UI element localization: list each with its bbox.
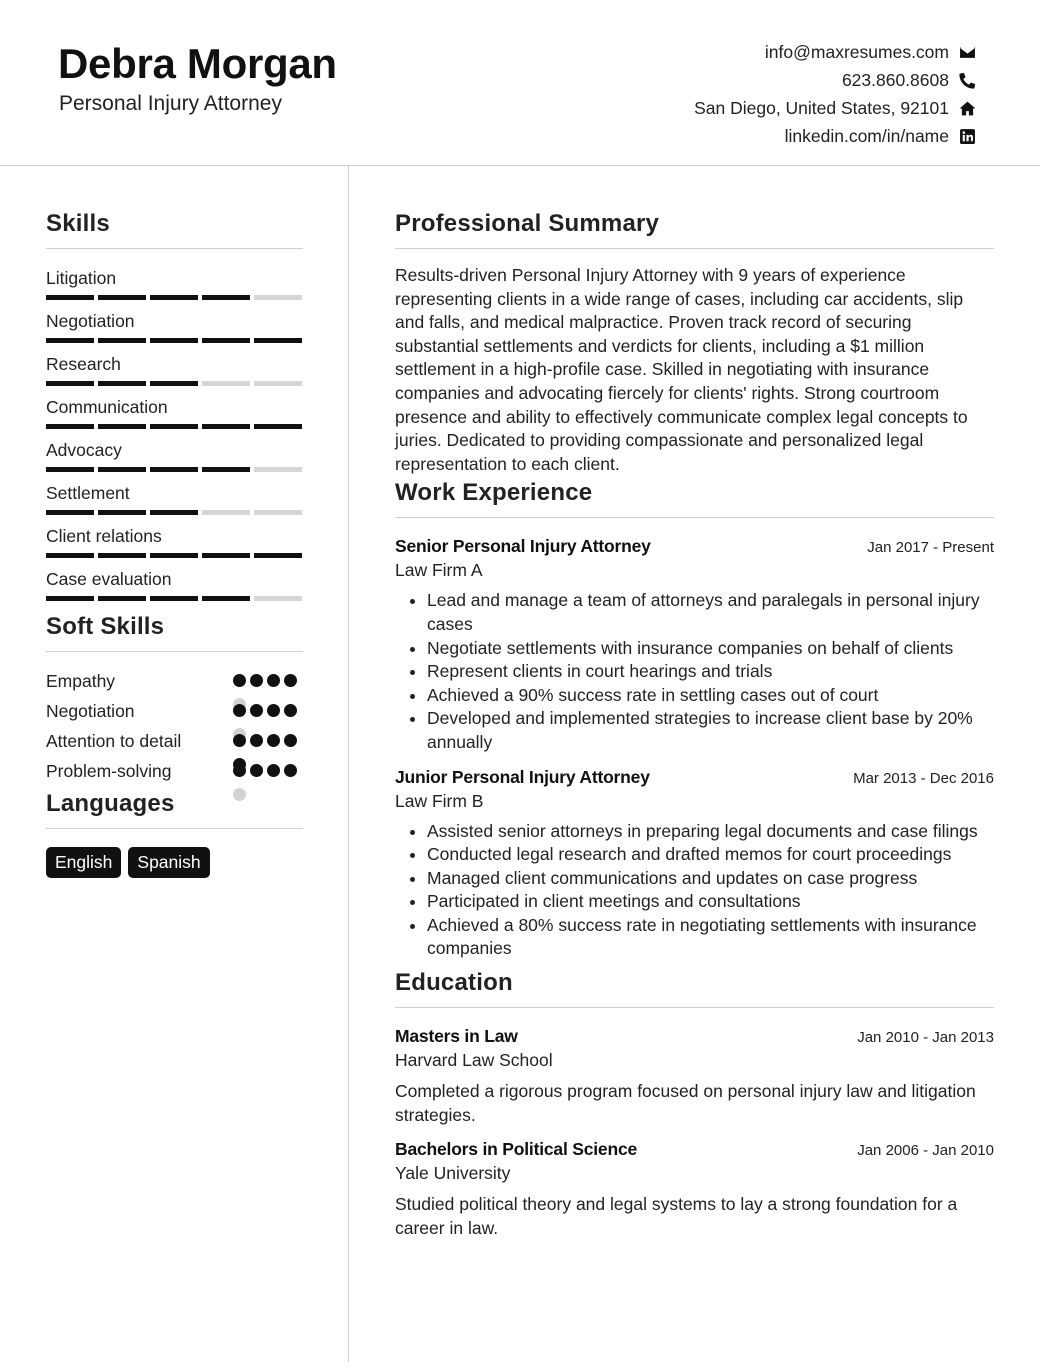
job-bullet: • Assisted senior attorneys in preparing legal documents and case filings [427,820,994,844]
skill-level-segment [254,338,302,343]
skill-level-bar [46,596,303,601]
candidate-name: Debra Morgan [58,40,337,87]
skill-level-bar [46,467,303,472]
job-title: Junior Personal Injury Attorney [395,766,650,787]
job-bullet: • Represent clients in court hearings and trials [427,660,994,684]
skill-level-segment [202,553,250,558]
education-date: Jan 2006 - Jan 2010 [857,1142,994,1160]
skill-item [46,482,303,525]
skill-level-bar [46,510,303,515]
skill-level-segment [202,338,250,343]
skill-level-segment [98,424,146,429]
degree-title: Masters in Law [395,1026,518,1047]
rating-dot [250,674,263,687]
summary-text: Results-driven Personal Injury Attorney with 9 years of experience representing clients in a wide range of cases, including car accidents, slip and falls, and medical malpractice. Proven track record of securing substantial settlements and verdicts for clients, including a $1 million settlement in a high-profile case. Skilled in negotiating with insurance companies and advocating fiercely for clients' rights. Strong courtroom presence and ability to effectively communicate complex legal concepts to juries. Dedicated to providing compassionate and personalized legal representation to each client. [395,265,968,474]
soft-skill-item [46,730,303,753]
contact-address [694,94,976,122]
skill-level-segment [150,553,198,558]
job-bullet: • Achieved a 80% success rate in negotiating settlements with insurance companies [427,914,994,961]
skill-level-segment [98,510,146,515]
languages-title: Languages [46,790,303,829]
skill-name: Advocacy [46,440,122,460]
job-bullet: • Lead and manage a team of attorneys and paralegals in personal injury cases [427,589,994,636]
skill-level-segment [150,467,198,472]
skill-level-segment [254,553,302,558]
skills-list [46,267,303,611]
school-name: Harvard Law School [395,1050,553,1071]
column-divider [348,166,349,1362]
job-entry [395,767,994,962]
job-entry [395,536,994,754]
education-date: Jan 2010 - Jan 2013 [857,1029,994,1047]
rating-dot [284,734,297,747]
skill-level-segment [98,467,146,472]
skill-item [46,525,303,568]
skill-level-segment [46,510,94,515]
skill-name: Client relations [46,526,162,546]
skill-level-segment [202,596,250,601]
job-bullet: • Conducted legal research and drafted memos for court proceedings [427,843,994,867]
skill-item [46,439,303,482]
education-description: Completed a rigorous program focused on personal injury law and litigation strategies. [395,1081,976,1126]
skill-level-segment [150,510,198,515]
language-badge: English [46,847,121,878]
rating-dot [284,674,297,687]
skills-title: Skills [46,210,303,249]
resume-header [0,0,1040,166]
rating-dot [267,704,280,717]
skill-name: Research [46,354,121,374]
skill-level-segment [202,424,250,429]
skill-item [46,568,303,611]
contact-email-text: info@maxresumes.com [764,41,949,62]
skill-level-segment [150,381,198,386]
skill-level-segment [254,295,302,300]
degree-title: Bachelors in Political Science [395,1139,638,1160]
rating-dot [233,674,246,687]
job-organization: Law Firm A [395,560,483,581]
rating-dot [250,734,263,747]
job-bullet: • Negotiate settlements with insurance companies on behalf of clients [427,637,994,661]
skill-name: Litigation [46,268,117,288]
skill-level-segment [46,295,94,300]
rating-dot [233,764,246,777]
job-header [395,536,994,557]
skill-item [46,353,303,396]
skill-level-segment [202,467,250,472]
job-bullet: • Managed client communications and updates on case progress [427,867,994,891]
right-column [395,210,994,1252]
soft-skill-item [46,700,303,723]
job-header [395,767,994,788]
education-description: Studied political theory and legal systems to lay a strong foundation for a career in law. [395,1194,958,1239]
skill-level-segment [254,467,302,472]
skill-item [46,310,303,353]
education-list [395,1026,994,1240]
skill-name: Settlement [46,483,130,503]
summary-title: Professional Summary [395,210,994,249]
contact-phone[interactable] [694,66,976,94]
rating-dot [233,704,246,717]
job-organization: Law Firm B [395,790,484,811]
soft-skill-item [46,670,303,693]
education-entry [395,1026,994,1127]
skill-level-segment [98,295,146,300]
skill-level-segment [98,596,146,601]
skill-level-segment [254,596,302,601]
skill-level-segment [150,424,198,429]
phone-icon [958,71,976,89]
skill-item [46,267,303,310]
skill-name: Communication [46,397,168,417]
skill-level-segment [254,381,302,386]
contact-address-text: San Diego, United States, 92101 [694,97,949,118]
soft-skills-title: Soft Skills [46,613,303,652]
skill-level-segment [46,338,94,343]
skill-level-segment [150,338,198,343]
skill-level-segment [46,553,94,558]
school-name: Yale University [395,1163,511,1184]
skill-level-bar [46,338,303,343]
skill-level-bar [46,424,303,429]
skill-level-bar [46,295,303,300]
rating-dot [233,734,246,747]
job-date: Mar 2013 - Dec 2016 [853,769,994,787]
skill-level-segment [150,596,198,601]
soft-skill-name: Problem-solving [46,761,172,781]
contact-linkedin[interactable] [694,122,976,150]
skill-level-bar [46,381,303,386]
soft-skill-rating [233,704,303,720]
soft-skill-name: Negotiation [46,701,135,721]
skill-name: Case evaluation [46,569,172,589]
skill-level-segment [254,424,302,429]
soft-skills-list [46,670,303,783]
skill-level-segment [202,381,250,386]
skill-level-segment [46,381,94,386]
skill-level-segment [98,381,146,386]
skill-level-segment [202,510,250,515]
job-bullets [395,589,994,754]
envelope-icon [958,43,976,61]
rating-dot [284,764,297,777]
left-column [46,210,303,878]
contact-list [694,38,976,150]
skill-level-segment [98,338,146,343]
experience-list [395,536,994,961]
job-date: Jan 2017 - Present [867,539,994,557]
skill-level-segment [46,596,94,601]
rating-dot [250,764,263,777]
linkedin-icon [958,127,976,145]
skill-level-segment [46,424,94,429]
rating-dot [250,704,263,717]
rating-dot [267,764,280,777]
contact-linkedin-text: linkedin.com/in/name [784,125,949,146]
soft-skill-name: Empathy [46,671,116,691]
skill-level-segment [150,295,198,300]
job-bullet: • Participated in client meetings and consultations [427,890,994,914]
experience-title: Work Experience [395,479,994,518]
soft-skill-name: Attention to detail [46,731,182,751]
languages-list [46,847,303,878]
rating-dot [267,674,280,687]
education-entry [395,1139,994,1240]
education-header [395,1139,994,1160]
rating-dot [284,704,297,717]
home-icon [958,99,976,117]
education-title: Education [395,969,994,1008]
contact-phone-text: 623.860.8608 [841,69,949,90]
soft-skill-rating [233,764,303,780]
skill-level-segment [254,510,302,515]
language-badge: Spanish [128,847,209,878]
candidate-role: Personal Injury Attorney [59,92,282,115]
job-bullet: • Developed and implemented strategies to increase client base by 20% annually [427,707,994,754]
skill-item [46,396,303,439]
job-bullets [395,820,994,962]
rating-dot [267,734,280,747]
soft-skill-rating [233,734,303,750]
skill-level-segment [98,553,146,558]
education-header [395,1026,994,1047]
contact-email[interactable] [694,38,976,66]
skill-name: Negotiation [46,311,135,331]
soft-skill-rating [233,674,303,690]
rating-dot [233,788,246,801]
job-title: Senior Personal Injury Attorney [395,536,651,557]
job-bullet: • Achieved a 90% success rate in settling cases out of court [427,684,994,708]
skill-level-segment [202,295,250,300]
soft-skill-item [46,760,303,783]
skill-level-bar [46,553,303,558]
skill-level-segment [46,467,94,472]
